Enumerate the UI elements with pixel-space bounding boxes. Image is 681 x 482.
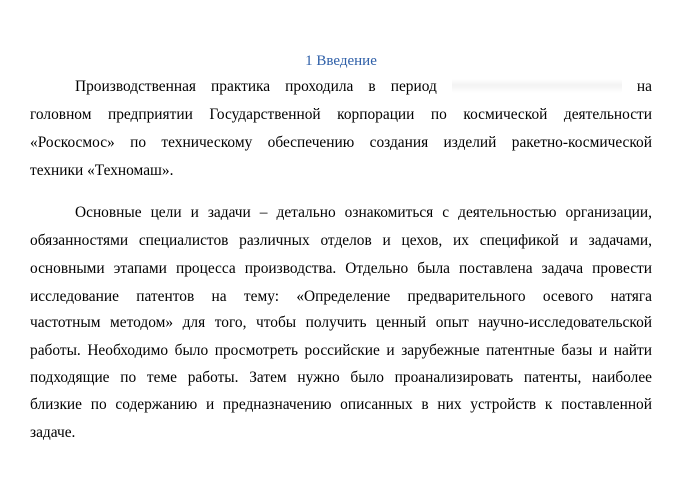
paragraph-2-line-6: работы. Необходимо было просмотреть российские и зарубежные патентные базы и найти xyxy=(30,342,652,359)
paragraph-1-line-1-end: на xyxy=(636,78,652,95)
redacted-date-range xyxy=(452,79,622,93)
paragraph-1-line-2: головном предприятии Государственной корпорации по космической деятельности xyxy=(30,106,652,123)
paragraph-2-line-2: обязанностями специалистов различных отделов и цехов, их спецификой и задачами, xyxy=(30,232,652,249)
paragraph-1-line-1-start: Производственная практика проходила в период xyxy=(75,78,437,95)
paragraph-1-line-4: техники «Техномаш». xyxy=(30,162,174,179)
paragraph-2-line-3: основными этапами процесса производства. Отдельно была поставлена задача провести xyxy=(30,260,652,277)
document-page xyxy=(30,0,652,482)
paragraph-2-line-4: исследование патентов на тему: «Определение предварительного осевого натяга xyxy=(30,288,652,305)
paragraph-1-line-3: «Роскосмос» по техническому обеспечению создания изделий ракетно-космической xyxy=(30,134,652,151)
paragraph-2-line-9: задаче. xyxy=(30,424,76,441)
paragraph-2-line-1: Основные цели и задачи – детально ознакомиться с деятельностью организации, xyxy=(75,204,652,221)
paragraph-2-line-5: частотным методом» для того, чтобы получить ценный опыт научно-исследовательской xyxy=(30,314,652,331)
paragraph-2-line-7: подходящие по теме работы. Затем нужно было проанализировать патенты, наиболее xyxy=(30,369,652,386)
paragraph-1-line-1 xyxy=(75,77,652,97)
section-heading: 1 Введение xyxy=(305,53,377,69)
paragraph-2-line-8: близкие по содержанию и предназначению описанных в них устройств к поставленной xyxy=(30,396,652,413)
